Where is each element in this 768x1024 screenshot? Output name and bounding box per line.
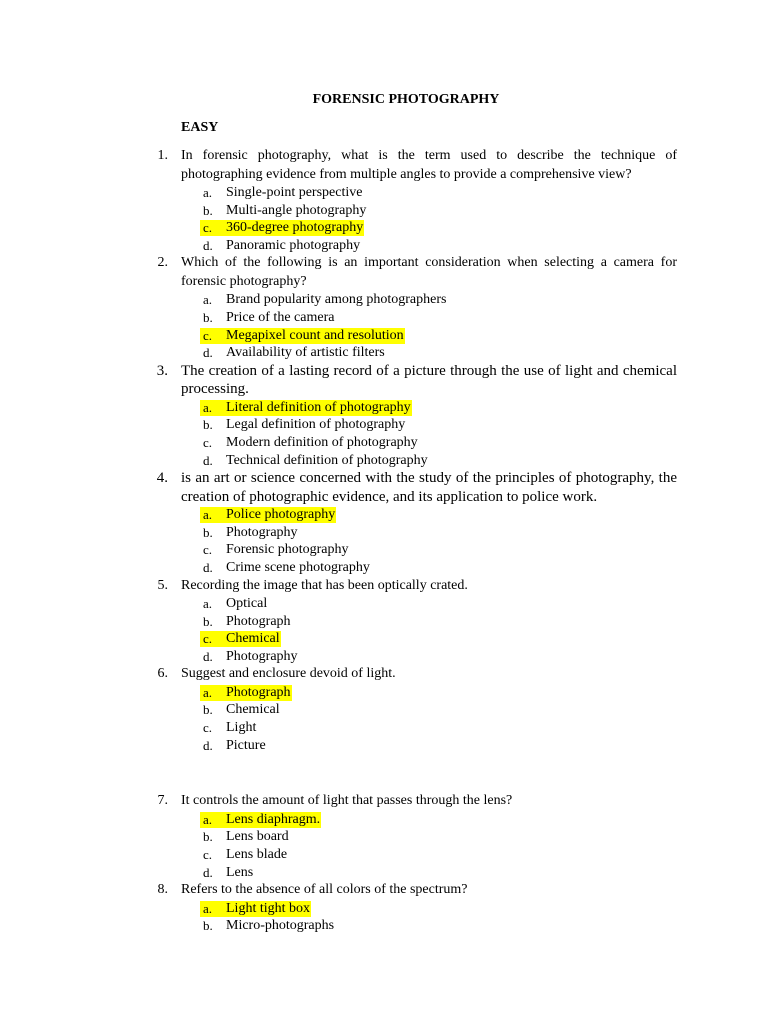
option-item [0, 344, 768, 362]
option-letter: a. [203, 900, 213, 916]
blank-space [0, 754, 768, 792]
question-text: The creation of a lasting record of a picture through the use of light and chemical processing. [181, 362, 677, 398]
option-letter: b. [203, 202, 213, 218]
option-list [0, 399, 768, 469]
section-heading: EASY [181, 120, 219, 135]
option-text: Photograph [226, 684, 291, 700]
question-number: 4. [156, 470, 168, 487]
option-list [0, 506, 768, 576]
option-letter: b. [203, 524, 213, 540]
option-text: Legal definition of photography [226, 417, 406, 433]
option-item-highlighted [0, 506, 768, 524]
question-row [0, 792, 768, 811]
option-letter: b. [203, 918, 213, 934]
option-text: Lens diaphragm. [226, 811, 321, 827]
option-letter: d. [203, 648, 213, 664]
option-letter: c. [203, 542, 213, 558]
option-letter: a. [203, 399, 213, 415]
option-item [0, 719, 768, 737]
question-item [0, 254, 768, 361]
option-letter: a. [203, 507, 213, 523]
option-letter: c. [203, 846, 213, 862]
option-letter: a. [203, 292, 213, 308]
question-row [0, 254, 768, 291]
option-item [0, 309, 768, 327]
question-item [0, 881, 768, 935]
option-text: Forensic photography [226, 542, 349, 558]
option-item [0, 434, 768, 452]
option-text: Multi-angle photography [226, 202, 367, 218]
question-text: It controls the amount of light that passes through the lens? [181, 793, 513, 809]
question-text: Refers to the absence of all colors of the spectrum? [181, 882, 468, 898]
option-item [0, 701, 768, 719]
option-item [0, 595, 768, 613]
option-letter: d. [203, 737, 213, 753]
question-item [0, 147, 768, 254]
option-letter: c. [203, 220, 213, 236]
option-item [0, 541, 768, 559]
question-number: 8. [157, 882, 168, 898]
document-title: FORENSIC PHOTOGRAPHY [312, 92, 500, 107]
option-letter: d. [203, 864, 213, 880]
option-letter: d. [203, 559, 213, 575]
question-text: Which of the following is an important consideration when selecting a camera for forensic photography? [181, 255, 677, 289]
option-text: Availability of artistic filters [226, 345, 385, 361]
question-item [0, 792, 768, 881]
option-letter: b. [203, 702, 213, 718]
option-letter: a. [203, 811, 213, 827]
option-text: Picture [226, 737, 266, 753]
option-item [0, 416, 768, 434]
option-text: Technical definition of photography [226, 452, 428, 468]
question-text: In forensic photography, what is the term used to describe the technique of photographing evidence from multiple angles to provide a comprehensive view? [181, 148, 677, 182]
question-number: 3. [156, 362, 168, 379]
option-letter: a. [203, 684, 213, 700]
question-number: 6. [157, 666, 168, 682]
option-text: Light tight box [226, 900, 310, 916]
option-list [0, 595, 768, 665]
option-text: Light [226, 720, 257, 736]
option-letter: d. [203, 237, 213, 253]
option-list [0, 291, 768, 361]
option-text: Police photography [226, 507, 336, 523]
option-letter: b. [203, 417, 213, 433]
option-item-highlighted [0, 900, 768, 918]
option-item [0, 846, 768, 864]
option-text: Brand popularity among photographers [226, 292, 447, 308]
option-list [0, 900, 768, 935]
option-text: 360-degree photography [226, 220, 364, 236]
option-text: Megapixel count and resolution [226, 327, 404, 343]
option-text: Lens blade [226, 846, 288, 862]
option-item [0, 648, 768, 666]
option-item [0, 917, 768, 935]
option-text: Literal definition of photography [226, 399, 411, 415]
option-text: Price of the camera [226, 309, 335, 325]
question-row [0, 147, 768, 184]
option-letter: c. [203, 720, 213, 736]
option-item [0, 737, 768, 755]
option-text: Optical [226, 596, 268, 611]
option-text: Chemical [226, 631, 280, 647]
option-text: Lens [226, 864, 254, 880]
question-row [0, 362, 768, 399]
option-letter: c. [203, 327, 213, 343]
option-letter: d. [203, 452, 213, 468]
option-item-highlighted [0, 684, 768, 702]
option-letter: c. [203, 434, 213, 450]
option-text: Lens board [226, 829, 289, 845]
question-item [0, 362, 768, 469]
question-number: 7. [157, 793, 168, 809]
question-text: Recording the image that has been optically crated. [181, 577, 468, 593]
option-text: Photography [226, 524, 298, 540]
option-item [0, 291, 768, 309]
option-item [0, 184, 768, 202]
question-number: 2. [157, 255, 168, 271]
question-item [0, 577, 768, 666]
option-text: Micro-photographs [226, 918, 335, 934]
option-item-highlighted [0, 327, 768, 345]
option-text: Crime scene photography [226, 559, 370, 575]
option-list [0, 684, 768, 754]
option-item [0, 613, 768, 631]
option-letter: b. [203, 309, 213, 325]
question-number: 5. [157, 577, 168, 593]
option-item-highlighted [0, 399, 768, 417]
option-letter: d. [203, 345, 213, 361]
question-number: 1. [157, 148, 168, 163]
question-item [0, 469, 768, 576]
option-item [0, 828, 768, 846]
option-list [0, 184, 768, 254]
option-letter: b. [203, 613, 213, 629]
option-letter: b. [203, 829, 213, 845]
option-letter: a. [203, 185, 213, 200]
option-item-highlighted [0, 630, 768, 648]
option-letter: c. [203, 631, 213, 647]
question-row [0, 577, 768, 596]
option-item [0, 202, 768, 220]
option-list [0, 811, 768, 881]
option-item [0, 237, 768, 255]
option-item [0, 452, 768, 470]
question-row [0, 665, 768, 684]
option-item-highlighted [0, 811, 768, 829]
option-text: Chemical [226, 702, 280, 718]
question-text: is an art or science concerned with the study of the principles of photography, the creation of photographic evidence, and its application to police work. [181, 470, 677, 505]
option-item-highlighted [0, 219, 768, 237]
option-text: Modern definition of photography [226, 434, 418, 450]
option-text: Panoramic photography [226, 237, 361, 253]
question-row [0, 469, 768, 506]
option-text: Photography [226, 648, 298, 664]
question-item [0, 665, 768, 754]
option-text: Single-point perspective [226, 185, 363, 200]
question-text: Suggest and enclosure devoid of light. [181, 666, 396, 682]
option-letter: a. [203, 596, 213, 611]
option-text: Photograph [226, 613, 291, 629]
option-item [0, 864, 768, 882]
question-row [0, 881, 768, 900]
question-list [0, 147, 768, 935]
option-item [0, 524, 768, 542]
option-item [0, 559, 768, 577]
